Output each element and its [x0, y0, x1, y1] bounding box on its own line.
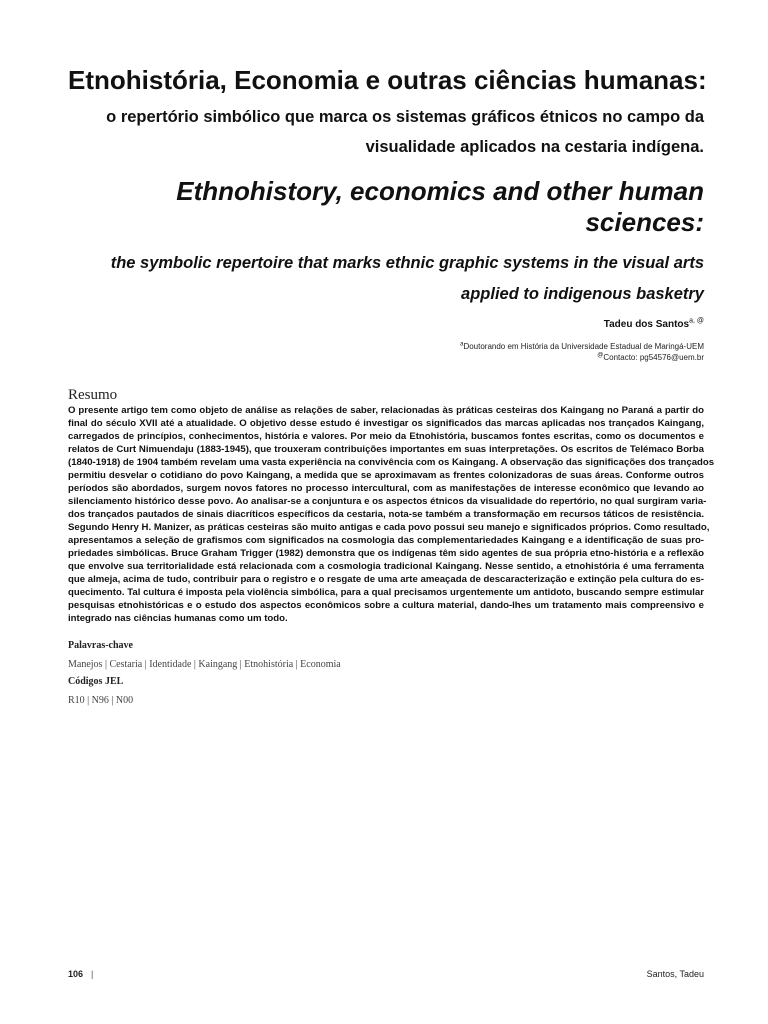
article-front-page [68, 0, 715, 1024]
abstract-heading: Resumo [68, 387, 118, 403]
abstract-line: carregados de princípios, conhecimentos, história e valores. Por meio da Etnohistória, buscamos fontes escritas, como os documentos e [68, 431, 704, 442]
jel-codes-heading: Códigos JEL [68, 676, 124, 687]
subtitle-english [68, 248, 704, 310]
keywords-heading: Palavras-chave [68, 640, 133, 651]
subtitle-portuguese [68, 102, 704, 162]
author-marks: a, @ [689, 317, 704, 325]
affiliation-mark: @ [597, 351, 604, 358]
abstract-line: integrado nas ciências humanas como um todo. [68, 613, 288, 624]
abstract-body [68, 404, 715, 625]
title-portuguese: Etnohistória, Economia e outras ciências humanas: [68, 65, 707, 95]
subtitle-portuguese-line-1: o repertório simbólico que marca os sistemas gráficos étnicos no campo da [106, 108, 704, 126]
affiliations [68, 342, 704, 363]
abstract-line: silenciamento histórico desse povo. Ao analisar-se a conjuntura e os aspectos étnicos da visualidade do repertório, no qual surgiram varia- [68, 496, 707, 507]
subtitle-english-line-2: applied to indigenous basketry [461, 285, 704, 303]
abstract-line: dos trançados pautados de sinais diacríticos específicos da cestaria, nota-se também a transformação em recursos táticos de resistência. [68, 509, 704, 520]
abstract-line: permitiu desvelar o cotidiano do povo Kaingang, a medida que se aproximavam as frentes colonizadoras de suas áreas. Conforme outros [68, 470, 704, 481]
affiliation-contact [68, 353, 704, 364]
keywords-list: Manejos | Cestaria | Identidade | Kaingang | Etnohistória | Economia [68, 659, 341, 670]
abstract-line: priedades simbólicas. Bruce Graham Trigger (1982) demonstra que os indígenas têm sido agentes de sua própria etno-história e a reflexão [68, 548, 704, 559]
author-name: Tadeu dos Santos [603, 319, 690, 330]
running-author: Santos, Tadeu [646, 969, 704, 979]
jel-codes-list: R10 | N96 | N00 [68, 695, 134, 706]
author-line [68, 318, 704, 332]
abstract-line: quecimento. Tal cultura é imposta pela violência simbólica, para a qual precisamos urgentemente um antidoto, buscando sempre estimular [68, 587, 704, 598]
affiliation-text: Contacto: pg54576@uem.br [603, 352, 704, 362]
abstract-line: que envolve sua territorialidade está relacionada com a cosmologia tradicional Kaingang. Nesse sentido, a etnohistória é uma ferramenta [68, 561, 704, 572]
affiliation-text: Doutorando em História da Universidade Estadual de Maringá-UEM [463, 342, 704, 351]
title-english [68, 176, 704, 238]
abstract-line: que almeja, acima de tudo, contribuir para o registro e o resgate de uma arte ameaçada de descaracterização e extinção pela cultura do es- [68, 574, 704, 585]
abstract-line: (1840-1918) de 1904 também revelam uma vasta experiência na convivência com os Kaingang. A observação das significações dos trançados [68, 457, 715, 468]
footer-separator: | [91, 969, 94, 979]
abstract-line: Segundo Henry H. Manizer, as práticas cesteiras são muito antigas e cada povo possui seu manejo e significados próprios. Como resultado, [68, 522, 710, 533]
title-english-line-1: Ethnohistory, economics and other human [176, 176, 704, 206]
page-footer [68, 968, 704, 980]
abstract-line: apresentamos a seleção de grafismos com significados na cosmologia das complementariedades Kaingang e a identificação de suas pro- [68, 535, 704, 546]
subtitle-portuguese-line-2: visualidade aplicados na cestaria indígena. [365, 138, 704, 156]
affiliation-mark: a [460, 341, 464, 348]
abstract-line: pesquisas etnohistóricas e o estudo dos aspectos econômicos sobre a cultura material, dando-lhes um tratamento mais compreensivo e [68, 600, 704, 611]
abstract-line: final do século XVII até a atualidade. O objetivo desse estudo é investigar os significados das marcas aplicadas nos trançados Kaingang, [68, 418, 704, 429]
affiliation-university [68, 342, 704, 353]
subtitle-english-line-1: the symbolic repertoire that marks ethnic graphic systems in the visual arts [110, 254, 704, 272]
abstract-line: relatos de Curt Nimuendaju (1883-1945), que trouxeram contribuições importantes em suas interpretações. Os escritos de Telémaco Borba [68, 444, 704, 455]
abstract-line: O presente artigo tem como objeto de análise as relações de saber, relacionadas às práticas cesteiras dos Kaingang no Paraná a partir do [68, 405, 704, 416]
abstract-line: períodos são abordados, surgem novos fatores no processo intercultural, com as manifestações de interesse econômico que levando ao [68, 483, 704, 494]
title-english-line-2: sciences: [585, 207, 704, 237]
page-number: 106 [68, 969, 84, 979]
